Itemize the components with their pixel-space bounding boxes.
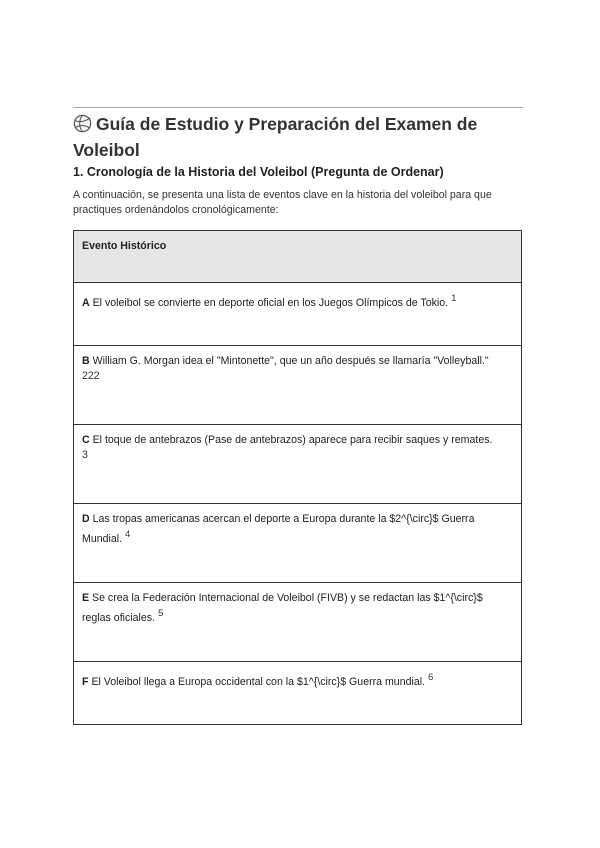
table-cell [74, 283, 522, 346]
event-text: Las tropas americanas acercan el deporte a Europa durante la $2^{\circ}$ Guerra Mundial. [82, 513, 475, 545]
table-row [74, 583, 522, 662]
table-cell [74, 346, 522, 425]
event-letter: A [82, 297, 90, 309]
event-letter: F [82, 676, 89, 688]
event-text: William G. Morgan idea el "Mintonette", que un año después se llamaría "Volleyball." [92, 355, 489, 367]
table-cell [74, 425, 522, 504]
table-row [74, 346, 522, 425]
intro-paragraph: A continuación, se presenta una lista de eventos clave en la historia del voleibol para que practiques ordenándolos cronológicamente: [73, 189, 492, 216]
event-letter: D [82, 513, 90, 525]
event-footnote: 1 [451, 293, 457, 304]
event-letter: E [82, 592, 90, 604]
event-footnote: 5 [158, 608, 164, 619]
table-cell [74, 662, 522, 725]
event-text: El toque de antebrazos (Pase de antebrazos) aparece para recibir saques y remates. [92, 434, 493, 446]
event-footnote: 6 [428, 672, 434, 683]
page-title-text: Guía de Estudio y Preparación del Examen de Voleibol [73, 114, 478, 160]
table-row [74, 504, 522, 583]
table-cell [74, 504, 522, 583]
table-row [74, 283, 522, 346]
table-row [74, 662, 522, 725]
section-heading: 1. Cronología de la Historia del Voleibol (Pregunta de Ordenar) [73, 165, 444, 179]
event-text: El Voleibol llega a Europa occidental con la $1^{\circ}$ Guerra mundial. [91, 676, 426, 688]
table-cell [74, 583, 522, 662]
event-footnote: 4 [125, 529, 131, 540]
event-letter: B [82, 355, 90, 367]
event-letter: C [82, 434, 90, 446]
table-header-cell: Evento Histórico [74, 231, 522, 283]
top-divider [73, 107, 523, 108]
table-row [74, 425, 522, 504]
volleyball-icon [73, 114, 92, 139]
table-header-row [74, 231, 522, 283]
event-footnote: 3 [82, 449, 88, 461]
event-text: El voleibol se convierte en deporte oficial en los Juegos Olímpicos de Tokio. [92, 297, 449, 309]
event-text: Se crea la Federación Internacional de Voleibol (FIVB) y se redactan las $1^{\circ}$ reglas oficiales. [82, 592, 483, 624]
page-title [73, 113, 523, 162]
events-table [73, 230, 522, 725]
event-footnote: 222 [82, 370, 100, 382]
